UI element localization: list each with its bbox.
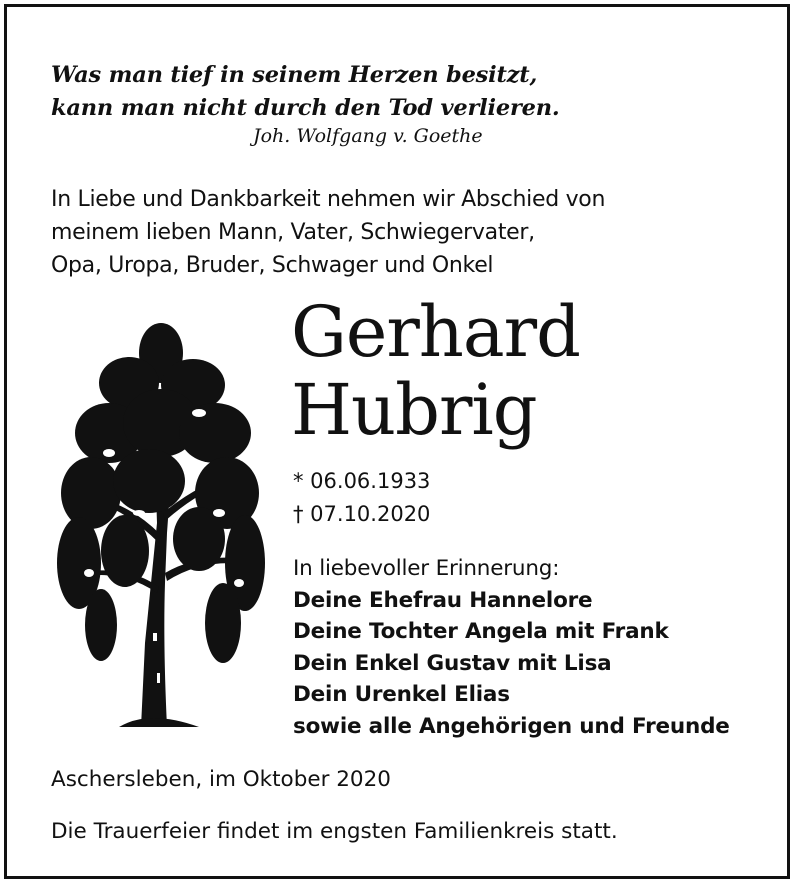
quote-line-2: kann man nicht durch den Tod verlieren. xyxy=(51,95,560,121)
last-name: Hubrig xyxy=(291,369,537,451)
obituary-frame xyxy=(4,4,790,879)
death-date: † 07.10.2020 xyxy=(293,502,431,526)
memory-heading: In liebevoller Erinnerung: xyxy=(293,556,560,581)
intro-line-1: In Liebe und Dankbarkeit nehmen wir Abschied von xyxy=(51,187,606,212)
place-date: Aschersleben, im Oktober 2020 xyxy=(51,767,391,792)
quote xyxy=(51,59,560,125)
life-dates xyxy=(293,465,430,531)
birch-tree-illustration xyxy=(49,313,269,727)
mourners-block xyxy=(293,553,730,742)
mourner-line: Deine Ehefrau Hannelore xyxy=(293,587,593,613)
mourner-line: sowie alle Angehörigen und Freunde xyxy=(293,713,730,739)
deceased-name xyxy=(291,293,580,449)
intro-line-3: Opa, Uropa, Bruder, Schwager und Onkel xyxy=(51,253,494,278)
intro-text xyxy=(51,183,605,282)
mourner-line: Deine Tochter Angela mit Frank xyxy=(293,619,669,644)
mourner-line: Dein Enkel Gustav mit Lisa xyxy=(293,650,612,676)
quote-line-1: Was man tief in seinem Herzen besitzt, xyxy=(51,62,538,88)
birth-date: * 06.06.1933 xyxy=(293,469,431,493)
first-name: Gerhard xyxy=(291,291,580,373)
mourner-line: Dein Urenkel Elias xyxy=(293,682,510,707)
funeral-note: Die Trauerfeier findet im engsten Familienkreis statt. xyxy=(51,819,618,844)
intro-line-2: meinem lieben Mann, Vater, Schwiegervater, xyxy=(51,220,535,245)
quote-author: Joh. Wolfgang v. Goethe xyxy=(253,125,483,147)
